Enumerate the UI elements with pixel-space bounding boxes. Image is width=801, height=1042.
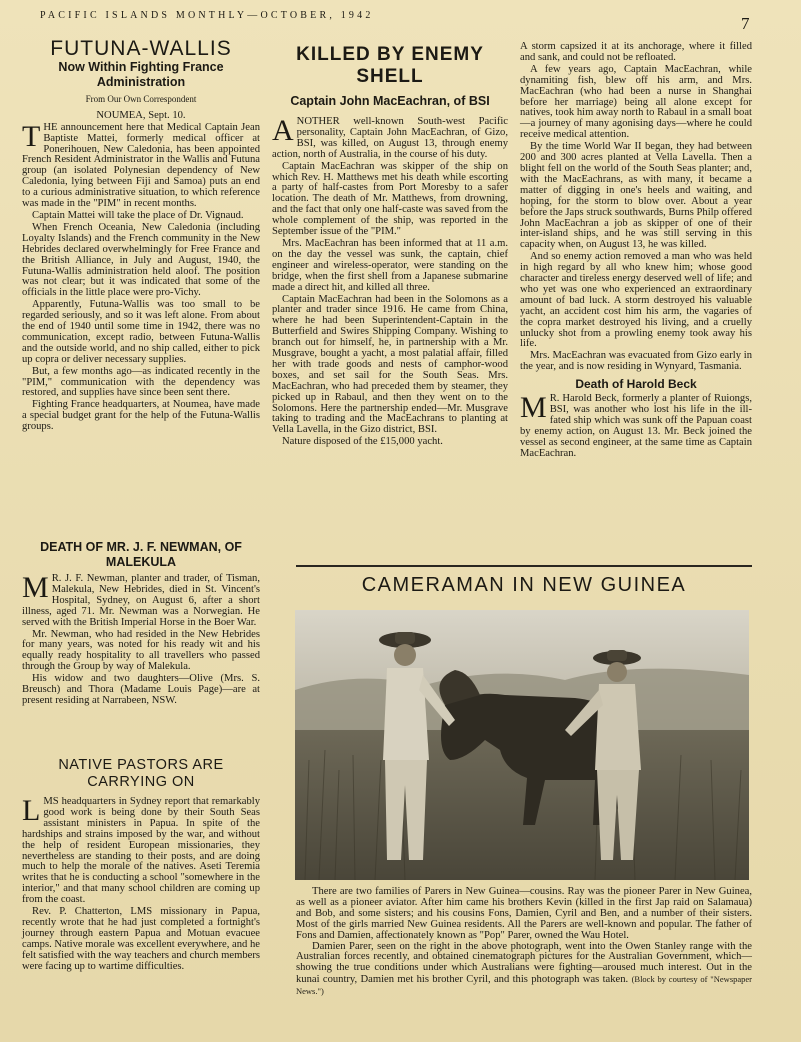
killed-subtitle: Captain John MacEachran, of BSI [290,94,490,108]
beck-paragraph: R. Harold Beck, formerly a planter of Ruiongs, BSI, was another who lost his life in the ill-fated ship which was sunk off the Papuan coast by enemy action, on August 13. Mr. Beck joined the vessel as second engineer, at the same time as Captain MacEachran. [520,393,752,459]
killed-drop-cap: A [272,114,294,147]
newman-paragraph: His widow and two daughters—Olive (Mrs. S. Breusch) and Thora (Madame Louis Page)—are at present residing at Narrabeen, NSW. [22,673,260,706]
killed-paragraph: A few years ago, Captain MacEachran, while dynamiting fish, blew off his arm, and Mrs. MacEachran (who had been a nurse in Shanghai before her marriage) being all alone except for natives, took him away north to Rabaul in a small boat—a journey of many agonising days—where he could receive medical attention. [520,63,752,141]
futuna-byline: From Our Own Correspondent [85,93,197,104]
photo-credit: (Block by courtesy of "Newspaper News.") [296,974,753,997]
killed-article [272,42,508,562]
futuna-drop-cap: T [22,119,41,153]
futuna-paragraph: But, a few months ago—as indicated recently in the "PIM," communication with the dependency was restored, and supplies have since been sent there. [22,365,260,399]
pastors-paragraph: MS headquarters in Sydney report that remarkably good work is being done by their South Seas assistant ministers in Papua. In spite of the hardships and strains imposed by the war, and without the help of resident European missionaries, they nevertheless are standing to their posts, and are doing much to help the morale of the natives. Aseti Teremia writes that he is conducting a school "somewhere in the interior," and that many school children are coming up from the coast. [22,796,260,906]
killed-paragraph: Mrs. MacEachran has been informed that at 11 a.m. on the day the vessel was sunk, the captain, chief engineer and wireless-operator, were standing on the bridge, when the first shell from a Japanese submarine made a direct hit, and killed all three. [272,237,508,293]
futuna-title: FUTUNA-WALLIS [50,37,232,60]
running-head: PACIFIC ISLANDS MONTHLY—OCTOBER, 1942 [40,10,374,21]
caption-paragraph: Damien Parer, seen on the right in the above photograph, went into the Owen Stanley range with the Australian forces recently, and obtained cinematograph pictures for the Australian Government, which—showing the true conditions under which Australians were fighting—aroused much interest. Out in the kunai country, Damien met his brother Cyril, and this photograph was taken. (Block by courtesy of "Newspaper News.") [296,940,753,997]
futuna-article [22,37,260,562]
cameraman-title: CAMERAMAN IN NEW GUINEA [361,574,687,596]
futuna-subtitle: Now Within Fighting France Administration [58,59,224,89]
newman-paragraph: Mr. Newman, who had resided in the New Hebrides for many years, was noted for his ready wit and his equally ready hospitality to all travellers who passed through the Group by way of Malekula. [22,628,260,673]
caption-paragraph: There are two families of Parers in New Guinea—cousins. Ray was the pioneer Parer in New Guinea, as well as a pioneer aviator. After him came his brothers Kevin (killed in the first Jap raid on Salamaua) and Bob, and some sisters; and his cousins Fons, Damien, Cyril and Ben, and a number of their sisters. Most of the girls married New Guinea residents. All the Parers are well-known and popular. The father of Fons and Damien, affectionately known as "Pop" Parer, owned the Wau Hotel. [296,886,752,941]
newman-drop-cap: M [22,571,49,604]
killed-paragraph: A storm capsized it at its anchorage, where it filled and sank, and could not be refloated. [520,41,752,63]
section-divider [296,565,752,567]
futuna-paragraph: Captain Mattei will take the place of Dr. Vignaud. [32,209,244,221]
killed-paragraph: NOTHER well-known South-west Pacific personality, Captain John MacEachran, of Gizo, BSI, was killed, on August 13, through enemy action, north of Australia, in the course of his duty. [272,116,508,160]
cameraman-photo [295,610,749,880]
pastors-article [22,757,260,1017]
killed-paragraph: Captain MacEachran was skipper of the ship on which Rev. H. Matthews met his death while escorting a party of half-castes from Port Moresby to a safer location. The death of Mr. Matthews, from drowning, and the fact that only one half-caste was saved from the whole complement of the ship, was reported in the September issue of the "PIM." [272,160,508,238]
killed-title: KILLED BY ENEMY SHELL [296,44,484,87]
killed-paragraph: Captain MacEachran had been in the Solomons as a planter and trader since 1916. He came from China, where he had been Superintendent-Captain in the Butterfield and Swires Shipping Company. Wishing to branch out for himself, he, in partnership with a Mr. Musgrave, bought a yacht, a most palatial affair, filled her with trade goods and nests of camphor-wood boxes, and set sail for the South Seas. Mrs. MacEachran, who had preceded them by steamer, they picked up in Rabaul, and then they went on to the Solomons. Here the partnership ended—Mr. Musgrave taking to trading and the MacEachrans to planting at Vella Lavella, in the Gizo district, BSI. [272,293,508,436]
beck-title: Death of Harold Beck [575,377,697,392]
pastors-paragraph: Rev. P. Chatterton, LMS missionary in Papua, recently wrote that he had just completed a fortnight's journey through eastern Papua and Motuan evacuee camps. Native morale was excellent everywhere, and he felt satisfied with the way teachers and church members were facing up to wartime difficulties. [22,906,260,972]
killed-article-continued [520,42,752,554]
futuna-dateline: NOUMEA, Sept. 10. [96,109,186,121]
futuna-paragraph: When French Oceania, New Caledonia (including Loyalty Islands) and the French community in the New Hebrides declared overwhelmingly for Free France and the British Alliance, in July and August, 1940, the Futuna-Wallis administration held aloof. The position was not clear; but it was indicated that some of the officials in the little place were pro-Vichy. [22,221,260,299]
killed-paragraph: Nature disposed of the £15,000 yacht. [282,436,443,448]
newman-paragraph: R. J. F. Newman, planter and trader, of Tisman, Malekula, New Hebrides, died in St. Vincent's Hospital, Sydney, on August 6, after a short illness, aged 71. Mr. Newman was a Norwegian. He served with the British Imperial Horse in the Boer War. [22,573,260,628]
killed-paragraph: Mrs. MacEachran was evacuated from Gizo early in the year, and is now residing in Wynyard, Tasmania. [520,350,752,373]
newman-title: DEATH OF MR. J. F. NEWMAN, OF MALEKULA [40,540,242,569]
killed-paragraph: By the time World War II began, they had between 200 and 300 acres planted at Vella Lavella. Then a blight fell on the world of the South Seas planter; and, with the MacEachrans, as with many, it became a matter of digging in one's heels and waiting, and hoping, for the storm to blow over. About a year before the Japs struck southwards, Burns Philp offered John MacEachran a job as skipper of one of their inter-island ships, and he was still serving in this capacity when, on August 13, he was killed. [520,141,752,251]
photo-caption [296,887,752,998]
futuna-paragraph: Apparently, Futuna-Wallis was too small to be regarded seriously, and so it was left alone. From about the end of 1940 until some time in 1942, there was no communication, except radio, between Futuna-Wallis and the outside world, and no ship called, either to pick up copra or deliver necessary supplies. [22,299,260,365]
pastors-drop-cap: L [22,794,41,827]
page-number: 7 [741,14,750,33]
pastors-title: NATIVE PASTORS ARE CARRYING ON [58,757,224,790]
killed-paragraph: And so enemy action removed a man who was held in high regard by all who knew him; whose good character and tireless energy deserved well of life; and who yet was one who experienced an extraordinary amount of bad luck. A storm destroyed his valuable yacht, an accident cost him his arm, the vagaries of the copra market destroyed his living, and a cruelly unlucky shot from a prowling enemy took away his life. [520,251,752,350]
futuna-paragraph: Fighting France headquarters, at Noumea, have made a special budget grant for the help of the Futuna-Wallis groups. [22,399,260,433]
beck-drop-cap: M [520,391,547,425]
newman-article [22,540,260,750]
futuna-paragraph: HE announcement here that Medical Captain Jean Baptiste Mattei, formerly medical officer at Ponerihouen, New Caledonia, has been appointed French Resident Administrator in the Wallis and Futuna group (an isolated Polynesian dependency of New Caledonia, lying between Fiji and Samoa) puts an end to a curious administrative situation, to which reference was made in the "PIM" in recent months. [22,121,260,210]
